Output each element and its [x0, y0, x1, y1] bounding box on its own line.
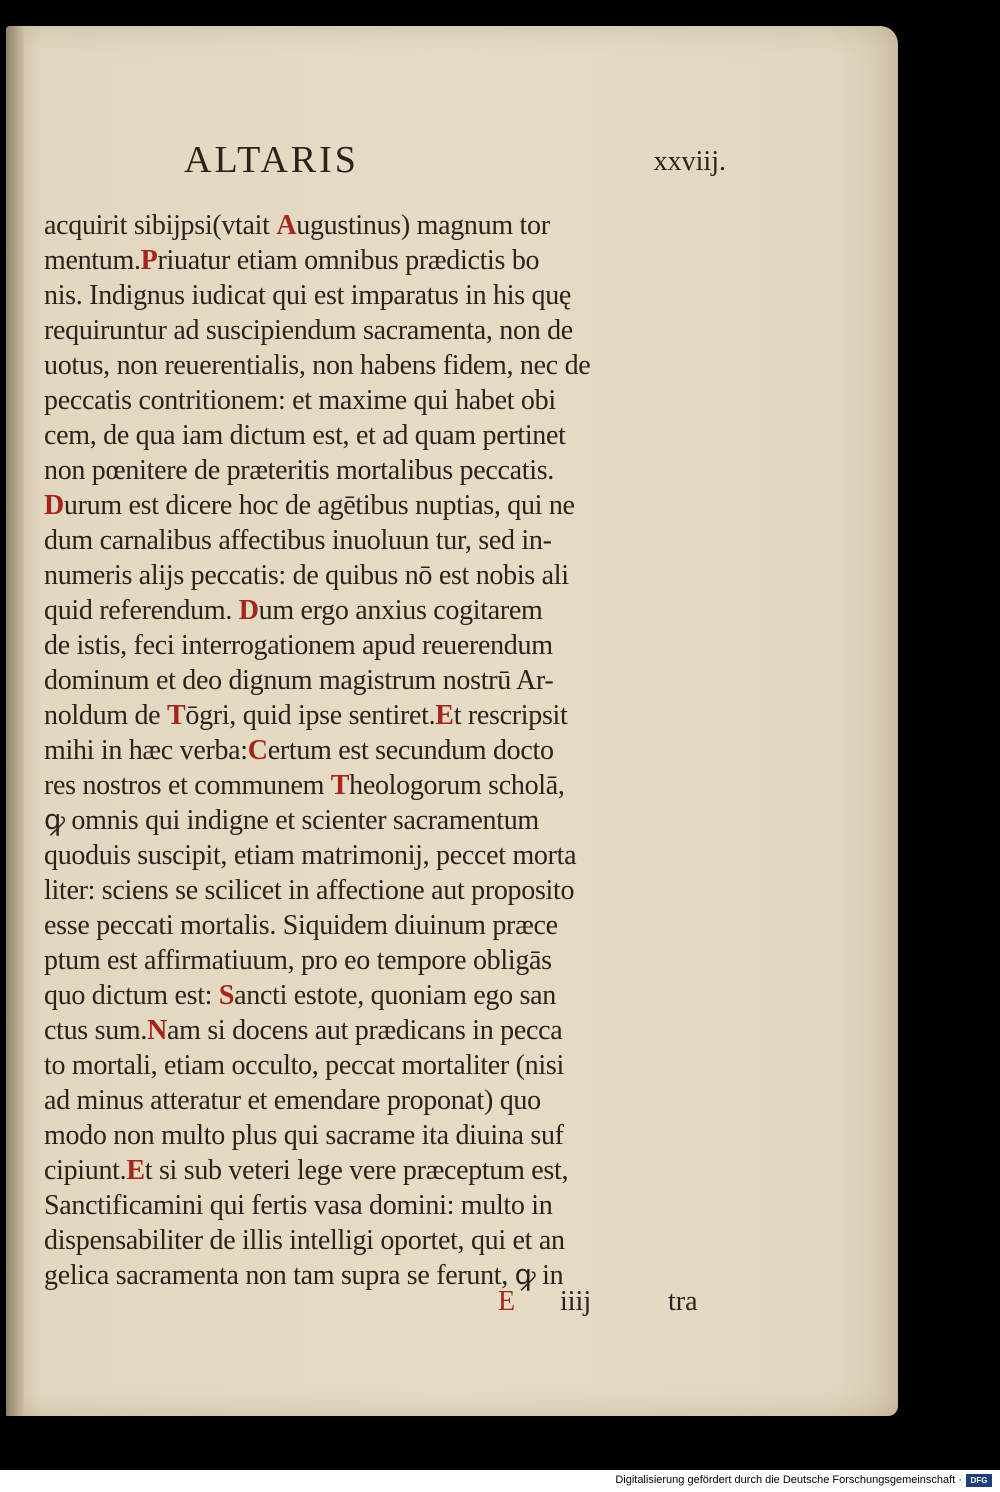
- text-segment: noldum de: [44, 700, 167, 731]
- text-line: [44, 628, 734, 663]
- text-segment: liter: sciens se scilicet in affectione aut proposito: [44, 875, 575, 906]
- text-segment: to mortali, etiam occulto, peccat mortaliter (nisi: [44, 1050, 564, 1081]
- text-line: [44, 978, 734, 1013]
- text-line: [44, 278, 734, 313]
- text-segment: ōgri, quid ipse sentiret.: [185, 700, 436, 731]
- book-page: [6, 26, 898, 1416]
- text-segment: ugustinus) magnum tor: [296, 210, 550, 241]
- text-line: [44, 1188, 734, 1223]
- text-block: [44, 208, 734, 1293]
- text-segment: modo non multo plus qui sacrame ita diuina suf: [44, 1120, 564, 1151]
- text-line: [44, 418, 734, 453]
- rubricated-initial: E: [126, 1155, 145, 1186]
- text-segment: quoduis suscipit, etiam matrimonij, peccet morta: [44, 840, 577, 871]
- text-segment: uotus, non reuerentialis, non habens fidem, nec de: [44, 350, 591, 381]
- funding-credit: Digitalisierung gefördert durch die Deutsche Forschungsgemeinschaft ·: [615, 1474, 962, 1486]
- text-segment: ptum est affirmatiuum, pro eo tempore obligās: [44, 945, 552, 976]
- text-segment: quo dictum est:: [44, 980, 219, 1011]
- text-segment: ertum est secundum docto: [267, 735, 554, 766]
- text-line: [44, 908, 734, 943]
- text-line: [44, 208, 734, 243]
- folio-number: xxviij.: [653, 146, 726, 177]
- text-segment: mihi in hæc verba:: [44, 735, 248, 766]
- text-segment: cipiunt.: [44, 1155, 127, 1186]
- page-footer: [46, 1286, 736, 1326]
- text-segment: requiruntur ad suscipiendum sacramenta, non de: [44, 315, 573, 346]
- text-line: [44, 523, 734, 558]
- text-segment: heologorum scholā,: [349, 770, 565, 801]
- rubricated-initial: T: [167, 700, 186, 731]
- text-segment: peccatis contritionem: et maxime qui habet obi: [44, 385, 556, 416]
- text-segment: Sanctificamini qui fertis vasa domini: multo in: [44, 1190, 553, 1221]
- rubricated-initial: D: [44, 490, 64, 521]
- text-segment: um ergo anxius cogitarem: [258, 595, 543, 626]
- text-line: [44, 1048, 734, 1083]
- text-segment: non pœnitere de præteritis mortalibus peccatis.: [44, 455, 554, 486]
- running-head: ALTARIS: [184, 139, 359, 181]
- text-segment: am si docens aut prædicans in pecca: [167, 1015, 563, 1046]
- text-line: [44, 488, 734, 523]
- text-segment: nis. Indignus iudicat qui est imparatus in his quę: [44, 280, 572, 311]
- text-segment: acquirit sibijpsi(vtait: [44, 210, 277, 241]
- text-line: [44, 733, 734, 768]
- text-line: [44, 768, 734, 803]
- text-segment: urum est dicere hoc de agētibus nuptias, qui ne: [63, 490, 575, 521]
- catchword: tra: [668, 1286, 698, 1317]
- text-segment: dominum et deo dignum magistrum nostrū Ar-: [44, 665, 554, 696]
- text-segment: riuatur etiam omnibus prædictis bo: [157, 245, 540, 276]
- text-line: [44, 348, 734, 383]
- page-header: [46, 138, 726, 194]
- rubricated-initial: D: [238, 595, 259, 626]
- rubricated-initial: A: [276, 210, 297, 241]
- text-segment: cem, de qua iam dictum est, et ad quam pertinet: [44, 420, 566, 451]
- text-line: [44, 313, 734, 348]
- text-segment: mentum.: [44, 245, 141, 276]
- text-line: [44, 663, 734, 698]
- signature-number: iiij: [560, 1286, 592, 1317]
- text-line: [44, 593, 734, 628]
- text-line: [44, 1223, 734, 1258]
- credit-bar: [0, 1470, 1000, 1492]
- rubricated-initial: T: [330, 770, 350, 801]
- text-segment: quid referendum.: [44, 595, 239, 626]
- text-line: [44, 873, 734, 908]
- text-line: [44, 803, 734, 838]
- text-segment: esse peccati mortalis. Siquidem diuinum præce: [44, 910, 558, 941]
- text-segment: t si sub veteri lege vere præceptum est,: [144, 1155, 569, 1186]
- text-line: [44, 1153, 734, 1188]
- text-segment: ꝙ omnis qui indigne et scienter sacramentum: [44, 805, 539, 836]
- rubricated-initial: E: [435, 700, 454, 731]
- text-segment: dum carnalibus affectibus inuoluun tur, sed in-: [44, 525, 552, 556]
- text-line: [44, 1118, 734, 1153]
- text-segment: res nostros et communem: [44, 770, 331, 801]
- text-line: [44, 943, 734, 978]
- text-line: [44, 838, 734, 873]
- text-segment: de istis, feci interrogationem apud reuerendum: [44, 630, 553, 661]
- text-line: [44, 453, 734, 488]
- text-segment: t rescripsit: [453, 700, 568, 731]
- text-segment: ctus sum.: [44, 1015, 148, 1046]
- text-segment: gelica sacramenta non tam supra se ferunt, ꝙ in: [44, 1260, 564, 1291]
- text-line: [44, 243, 734, 278]
- text-line: [44, 1083, 734, 1118]
- rubricated-initial: N: [147, 1015, 168, 1046]
- text-line: [44, 698, 734, 733]
- text-segment: numeris alijs peccatis: de quibus nō est nobis ali: [44, 560, 569, 591]
- text-segment: dispensabiliter de illis intelligi oportet, qui et an: [44, 1225, 565, 1256]
- text-segment: ad minus atteratur et emendare proponat) quo: [44, 1085, 541, 1116]
- text-segment: ancti estote, quoniam ego san: [234, 980, 556, 1011]
- dfg-logo-icon: DFG: [966, 1474, 992, 1487]
- rubricated-initial: C: [247, 735, 268, 766]
- page-gutter-edge: [6, 26, 24, 1416]
- rubricated-initial: S: [218, 980, 235, 1011]
- text-line: [44, 558, 734, 593]
- text-line: [44, 1013, 734, 1048]
- signature-letter: E: [498, 1286, 516, 1317]
- text-line: [44, 383, 734, 418]
- rubricated-initial: P: [140, 245, 158, 276]
